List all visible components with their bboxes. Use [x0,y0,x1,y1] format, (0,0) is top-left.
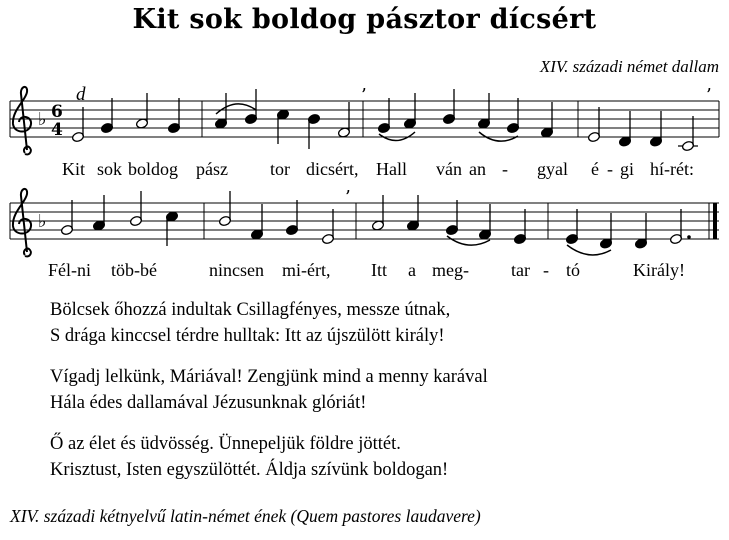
lyric-syllable: hí-rét: [650,159,694,179]
lyric-syllable: sok [97,159,123,179]
notes-staff-1 [71,89,698,152]
flat-icon: ♭ [38,211,47,232]
time-signature-top: 6 [51,102,63,122]
lyric-hyphen: - [607,159,613,179]
treble-clef-icon [13,87,31,154]
verse-line: Krisztust, Isten egyszülöttét. Áldja szívünk boldogan! [50,460,449,480]
final-barline [713,203,717,239]
lyric-hyphen: - [502,159,508,179]
breath-mark-icon: ’ [345,187,351,208]
lyric-syllable: gyal [537,159,568,179]
stanza-3 [50,364,488,416]
lyrics-line-1 [62,159,694,179]
lyric-syllable: Itt [371,260,387,280]
lyric-syllable: mi-ért, [282,260,331,280]
breath-mark-icon: ’ [361,85,367,106]
lyric-syllable: meg- [432,260,469,280]
page-title: Kit sok boldog pásztor dícsért [132,4,597,35]
verse-line: Vígadj lelkünk, Máriával! Zengjünk mind a menny karával [50,367,488,387]
lyric-syllable: Fél-ni [48,260,91,280]
notes-staff-2 [60,191,690,255]
breath-mark-icon: ’ [706,85,712,106]
verse-line: Hála édes dallamával Jézusunknak glóriát! [50,393,367,413]
stanza-2 [50,297,488,349]
staff-1 [10,101,719,137]
staff-2 [10,203,719,239]
source-note: XIV. századi kétnyelvű latin-német ének (Quem pastores laudavere) [10,506,481,526]
lyric-syllable: tar [511,260,530,280]
lyric-syllable: gi [620,159,635,179]
lyric-syllable: töb-bé [111,260,157,280]
flat-icon: ♭ [38,109,47,130]
lyric-syllable: boldog [128,159,179,179]
tempo-mark: d [76,84,86,105]
lyric-syllable: a [408,260,416,280]
lyric-syllable: an [469,159,486,179]
lyric-syllable: é [591,159,599,179]
verses [50,297,488,498]
lyric-syllable: Kit [62,159,86,179]
composer-credit: XIV. századi német dallam [539,57,719,76]
time-signature-bottom: 4 [51,120,63,140]
lyric-syllable: ván [436,159,462,179]
verse-line: Ő az élet és üdvösség. Ünnepeljük földre jöttét. [50,434,401,454]
verse-line: S drága kinccsel térdre hulltak: Itt az újszülött király! [50,326,445,346]
lyric-syllable: tó [566,260,581,280]
lyric-hyphen: - [543,260,549,280]
lyric-syllable: Király! [633,260,685,280]
lyric-syllable: tor [270,159,290,179]
lyric-syllable: dicsért, [306,159,359,179]
lyric-syllable: pász [196,159,228,179]
stanza-4 [50,431,488,483]
treble-clef-icon [13,189,31,256]
lyrics-line-2 [48,260,685,280]
lyric-syllable: nincsen [209,260,264,280]
lyric-syllable: Hall [376,159,407,179]
verse-line: Bölcsek őhozzá indultak Csillagfényes, messze útnak, [50,300,451,320]
